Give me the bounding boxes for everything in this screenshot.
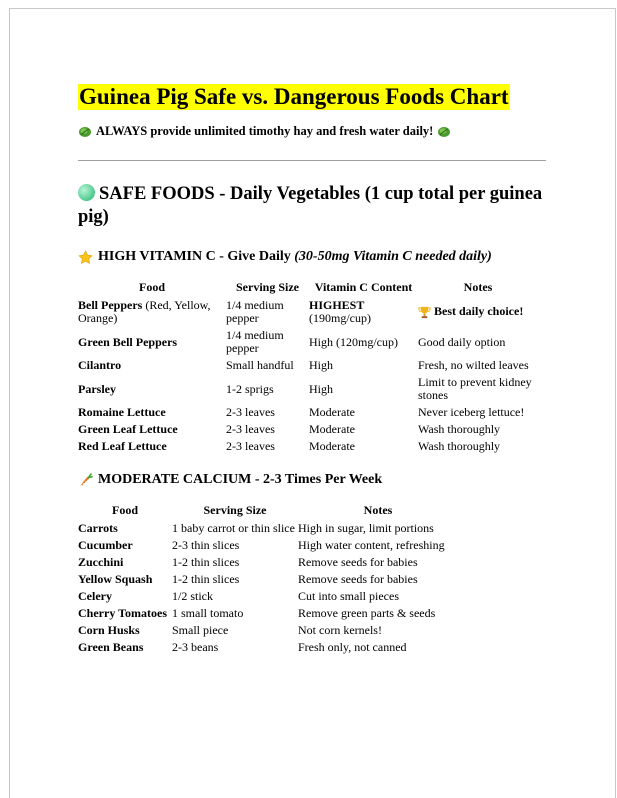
- food-name: Parsley: [78, 381, 116, 396]
- hay-water-reminder: [78, 124, 451, 139]
- calcium-heading-text: MODERATE CALCIUM - 2-3 Times Per Week: [98, 472, 383, 487]
- vitamin-c-note: (30-50mg Vitamin C needed daily): [294, 249, 492, 264]
- table-row: [78, 537, 458, 554]
- serving-size: Small handful: [226, 358, 294, 372]
- notes-text: High in sugar, limit portions: [298, 521, 434, 535]
- notes-text: Wash thoroughly: [418, 439, 501, 453]
- food-name: Romaine Lettuce: [78, 405, 166, 419]
- vitamin-c-level: Moderate: [309, 422, 355, 436]
- table-row: [78, 297, 538, 327]
- calcium-table: [78, 500, 458, 656]
- notes-text: Good daily option: [418, 334, 506, 349]
- table-row: [78, 438, 538, 455]
- serving-size: 1/4 medium pepper: [226, 328, 284, 355]
- serving-size: 1/4 medium pepper: [226, 298, 284, 325]
- food-name: Corn Husks: [78, 623, 140, 637]
- serving-size: 1 small tomato: [172, 606, 244, 620]
- table-row: [78, 571, 458, 588]
- document-page: [9, 8, 616, 798]
- food-name: Red Leaf Lettuce: [78, 439, 167, 453]
- header-vitamin-c: Vitamin C Content: [314, 279, 413, 294]
- table-row: [78, 404, 538, 421]
- serving-size: 1/2 stick: [172, 589, 213, 603]
- notes-text: Remove seeds for babies: [298, 572, 418, 586]
- food-name: Green Leaf Lettuce: [78, 422, 178, 436]
- vitamin-c-level: Moderate: [309, 405, 355, 419]
- horizontal-divider: [78, 160, 546, 161]
- header-food: Food: [138, 279, 165, 294]
- safe-foods-heading-text: SAFE FOODS - Daily Vegetables (1 cup total per guinea pig): [78, 184, 543, 227]
- notes-text: Remove seeds for babies: [298, 555, 418, 569]
- serving-size: 1-2 thin slices: [172, 555, 240, 569]
- header-serving-size: Serving Size: [203, 502, 267, 517]
- star-icon: [78, 250, 93, 265]
- calcium-heading: [78, 472, 382, 488]
- leafy-green-icon: [78, 125, 92, 139]
- notes-text: High water content, refreshing: [298, 538, 445, 552]
- table-header-row: [78, 277, 538, 297]
- notes-text: Not corn kernels!: [298, 623, 382, 637]
- notes-text: Cut into small pieces: [298, 589, 399, 603]
- table-header-row: [78, 500, 458, 520]
- notes-text: Limit to prevent kidney stones: [418, 375, 532, 402]
- serving-size: 2-3 beans: [172, 640, 219, 654]
- serving-size: 2-3 thin slices: [172, 538, 240, 552]
- page-title: Guinea Pig Safe vs. Dangerous Foods Chart: [79, 84, 509, 109]
- vitamin-c-heading-text: HIGH VITAMIN C - Give Daily: [98, 249, 291, 264]
- table-row: [78, 605, 458, 622]
- serving-size: 1-2 sprigs: [226, 381, 274, 396]
- food-name: Green Beans: [78, 640, 144, 654]
- food-detail: (Red, Yellow, Orange): [78, 298, 211, 325]
- serving-size: 1-2 thin slices: [172, 572, 240, 586]
- table-row: [78, 327, 538, 357]
- safe-foods-heading: [78, 183, 548, 229]
- carrot-icon: [78, 473, 93, 488]
- food-name: Cucumber: [78, 538, 133, 552]
- table-row: [78, 588, 458, 605]
- notes-text: Never iceberg lettuce!: [418, 405, 525, 419]
- food-name: Carrots: [78, 521, 118, 535]
- serving-size: 2-3 leaves: [226, 439, 275, 453]
- vitamin-c-level: High (120mg/cup): [309, 334, 398, 349]
- food-name: Celery: [78, 589, 112, 603]
- table-row: [78, 357, 538, 374]
- notes-text: Remove green parts & seeds: [298, 606, 436, 620]
- food-name: Green Bell Peppers: [78, 334, 178, 349]
- vitamin-c-level: High: [309, 358, 333, 372]
- vitamin-c-amount: (190mg/cup): [309, 311, 371, 325]
- vitamin-c-level: Moderate: [309, 439, 355, 453]
- trophy-icon: [418, 306, 431, 319]
- header-notes: Notes: [463, 279, 493, 294]
- serving-size: Small piece: [172, 623, 229, 637]
- table-row: [78, 639, 458, 656]
- food-name: Zucchini: [78, 555, 124, 569]
- header-notes: Notes: [363, 502, 393, 517]
- table-row: [78, 421, 538, 438]
- vitamin-c-table: [78, 277, 538, 455]
- vitamin-c-heading: [78, 249, 492, 265]
- serving-size: 2-3 leaves: [226, 405, 275, 419]
- vitamin-c-level: High: [309, 381, 333, 396]
- serving-size: 2-3 leaves: [226, 422, 275, 436]
- food-name: Cherry Tomatoes: [78, 606, 167, 620]
- serving-size: 1 baby carrot or thin slice: [172, 521, 295, 535]
- vitamin-c-level: HIGHEST: [309, 298, 365, 312]
- food-name: Cilantro: [78, 358, 122, 372]
- header-food: Food: [111, 502, 138, 517]
- food-name: Yellow Squash: [78, 572, 153, 586]
- leafy-green-icon: [437, 125, 451, 139]
- food-name: Bell Peppers: [78, 298, 143, 312]
- notes-text: Wash thoroughly: [418, 422, 501, 436]
- green-circle-icon: [78, 184, 95, 201]
- header-serving-size: Serving Size: [236, 279, 299, 294]
- table-row: [78, 622, 458, 639]
- table-row: [78, 374, 538, 404]
- table-row: [78, 520, 458, 537]
- notes-text: Fresh only, not canned: [298, 640, 407, 654]
- table-row: [78, 554, 458, 571]
- notes-text: Best daily choice!: [434, 304, 524, 319]
- reminder-text: ALWAYS provide unlimited timothy hay and fresh water daily!: [96, 124, 434, 138]
- notes-text: Fresh, no wilted leaves: [418, 358, 529, 372]
